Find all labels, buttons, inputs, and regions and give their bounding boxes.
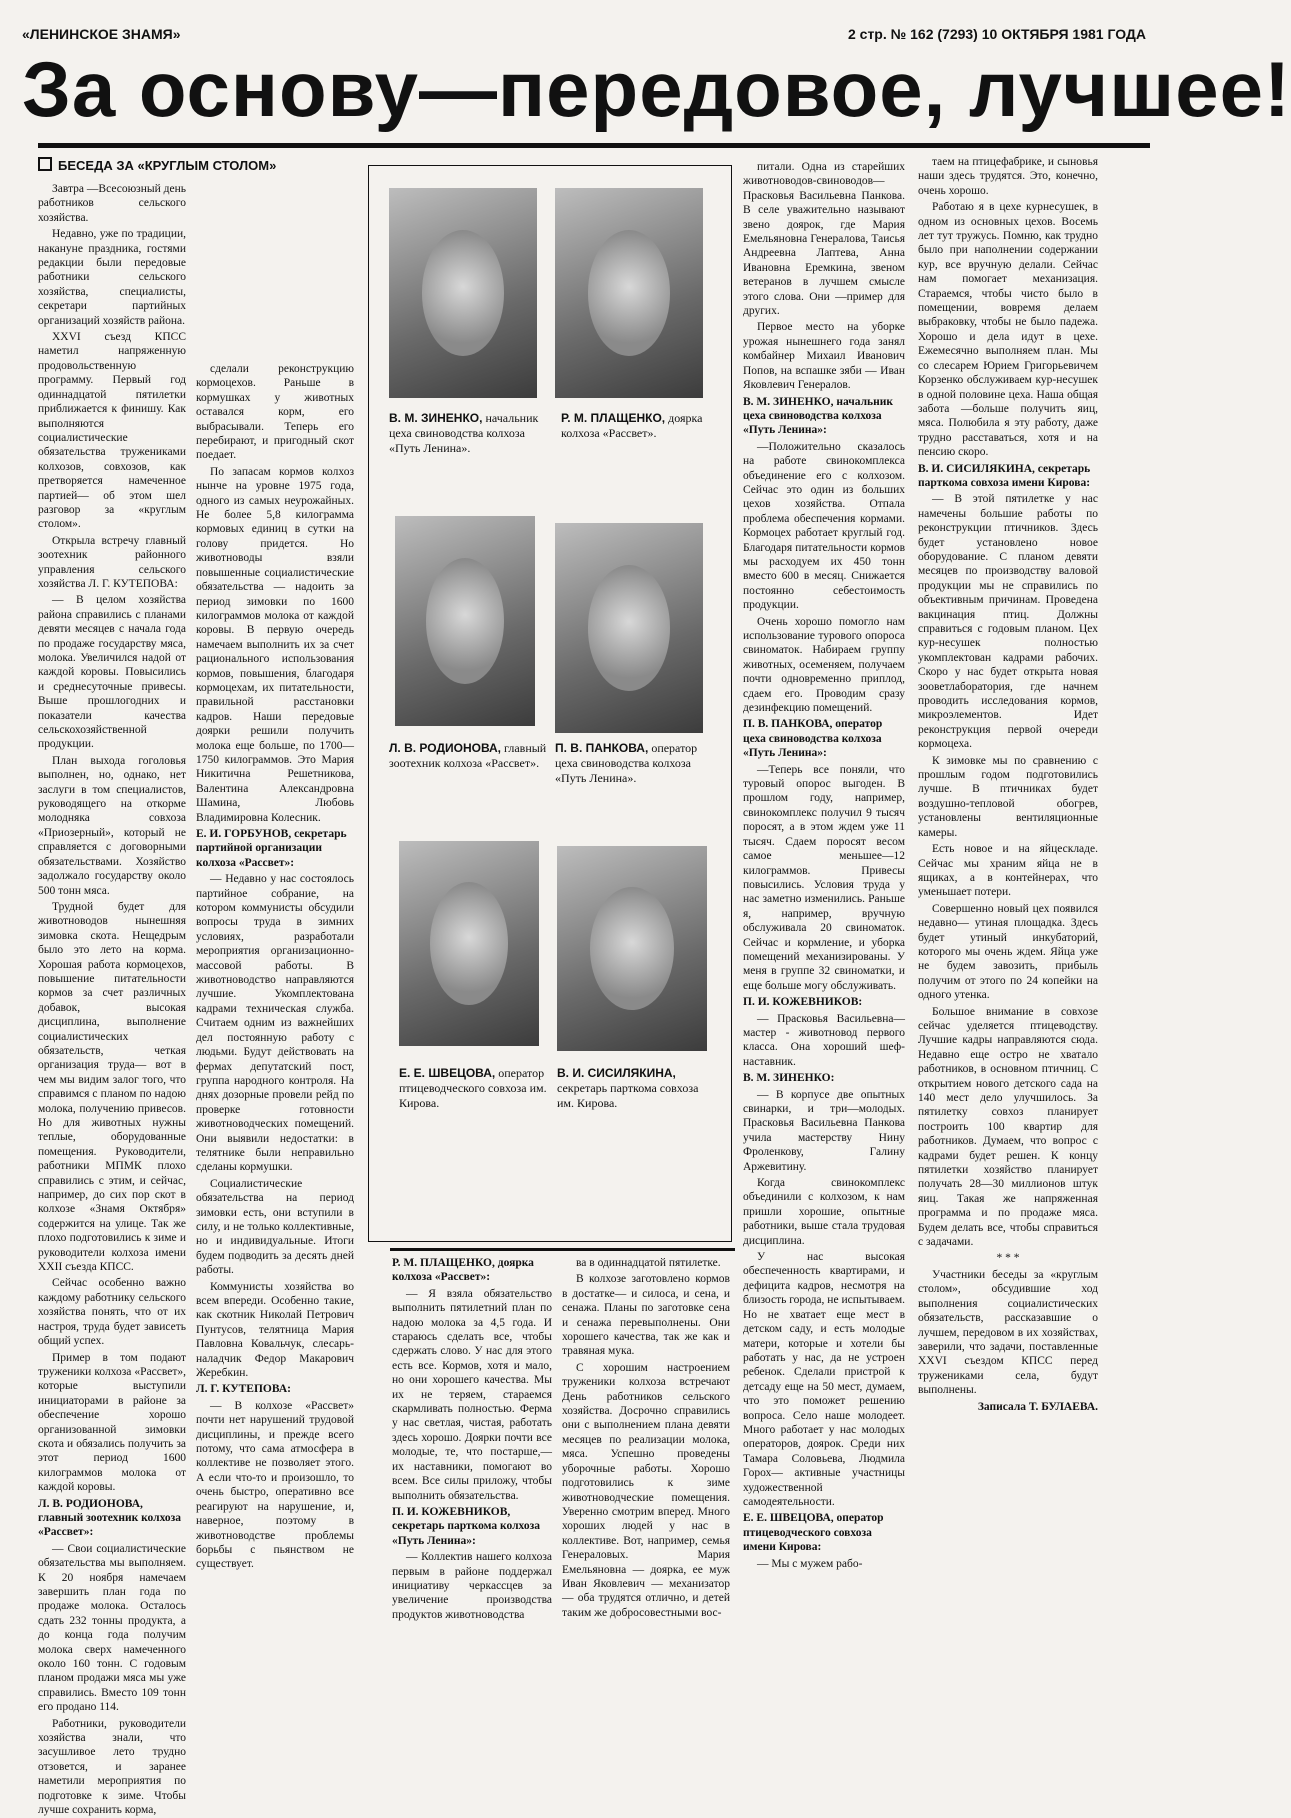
caption-text: оператор цеха свиноводства колхоза «Путь Ленина». [555,741,698,785]
paragraph: — Мы с мужем рабо- [757,1557,863,1570]
paragraph: По запасам кормов колхоз нынче на уровне 1975 года, одного из самых неурожайных. Не более 5,8 килограмма кормовых единиц в сутки на голову придется. Но животноводы взяли повышенные социалистические обязательства — надоить за период зимовки по 1600 килограммов молока от каждой коровы. В первую очередь намечаем выполнить их за счет рационального использования кормов, повышения, благодаря кормоцехам, их питательности, правильной расстановки кадров. Наши передовые доярки решили получить молока еще больше, по 1700—1750 килограммов. Это Мария Никитична Решетникова, Валентина Александровна Шамина, Любовь Владимировна Колесник. [196,465,354,824]
column-4-bottom [562,1256,730,1694]
paragraph: Большое внимание в совхозе сейчас уделяется птицеводству. Лучшие кадры направляются сюда. Недавно еще остро не хватало работников, в основном птичниц. С открытием нового детского сада на 140 мест дело улучшилось. За пятилетку совхоз планирует построить 100 квартир для работников. Думаем, что вопрос с кадрами будет решен. К концу пятилетки хозяйство планирует получать 28—30 миллионов штук яиц. Такая же напряженная программа и по продаже мяса. Будем делать все, чтобы справиться с задачами. [918,1005,1098,1249]
paragraph: — В корпусе две опытных свинарки, и три—молодых. Прасковья Васильевна Панкова учила мастерству Нину Фроленкову, Галину Аржевитину. [743,1088,905,1173]
issue-info: 2 стр. № 162 (7293) 10 ОКТЯБРЯ 1981 ГОДА [847,26,1146,42]
photo-caption [561,411,711,441]
paragraph: Коммунисты хозяйства во всем впереди. Особенно такие, как скотник Николай Петрович Пунтусов, телятница Мария Павловна Ковальчук, слесарь-наладчик Федор Макарович Жеребкин. [196,1280,354,1380]
paragraph: — Прасковья Васильевна— мастер - животновод первого класса. Она хороший шеф-наставник. [743,1012,905,1068]
paragraph: В колхозе заготовлено кормов в достатке— и силоса, и сена, и сенажа. Планы по заготовке сена и сенажа перевыполнены. Они хорошего качества, так же как и травяная мука. [562,1273,730,1358]
column-6 [918,155,1098,1694]
caption-name: Л. В. РОДИОНОВА, [389,741,502,755]
paragraph: У нас высокая обеспеченность квартирами, и дефицита кадров, несмотря на близость города, не испытываем. Но не хватает еще мест в детском саду, и есть молодые матери, которые и хотели бы работать у нас, да не устроен ребенок. Сделали пристрой к детсаду еще на 50 мест, думаем, что это поможет решению вопроса. Село наше молодеет. Много работает у нас молодых операторов, доярок. Среди них Тамара Соловьева, Людмила Горох— активные участницы художественной самодеятельности. [743,1251,905,1508]
caption-text: оператор птицеводческого совхоза им. Кирова. [399,1066,547,1110]
speaker-signature: П. В. ПАНКОВА, оператор цеха свиноводства колхоза «Путь Ленина»: [743,718,883,760]
speaker-signature: В. И. СИСИЛЯКИНА, секретарь парткома совхоза имени Кирова: [918,462,1091,489]
speaker-signature: П. И. КОЖЕВНИКОВ, секретарь парткома колхоза «Путь Ленина»: [392,1505,540,1547]
portrait-photo [555,188,703,398]
paragraph: Очень хорошо помогло нам использование турового опороса свиноматок. Набираем группу животных, осеменяем, получаем почти одновременно приплод, сдаем его. Проводим сразу дезинфекцию помещений. [743,615,905,715]
paragraph: —Теперь все поняли, что туровый опорос выгоден. В прошлом году, например, свинокомплекс получил 9 тысяч поросят, а в этом ждем уже 11 тысяч. Сдаем поросят весом самое меньшее—12 килограммов. Привесы повысились. Условия труда у нас заметно изменились. Раньше я, например, вручную обслуживала 20 свиноматок. Сейчас и кормление, и уборка помещений механизированы. У меня в группе 32 свиноматки, и еще больше могу обслуживать. [743,763,905,992]
author-signature: Записала Т. БУЛАЕВА. [977,1400,1098,1413]
paragraph: — Недавно у нас состоялось партийное собрание, на котором коммунисты обсудили вопросы труда в зимних условиях, разработали мероприятия организационно-массовой работы. В животноводство направляются лучшие. Укомплектована кадрами техническая служба. Считаем одним из важнейших дел постоянную работу с людьми. Будут действовать на фермах депутатский пост, группа народного контроля. На днях дозорные провели рейд по проверке готовности животноводческих помещений. Они выявили недостатки: в телятнике были неправильно сделаны кормушки. [196,873,354,1174]
paragraph: — Свои социалистические обязательства мы выполняем. К 20 ноября намечаем завершить план года по продаже молока. Осталось сдать 232 тонны продукта, а до конца года получим молока сверх намеченного около 160 тонн. С годовым планом продажи мяса мы уже справились. Вместо 109 тонн его продано 114. [38,1542,186,1714]
paragraph: ва в одиннадцатой пятилетке. [576,1257,721,1269]
photo-caption [555,741,710,786]
paragraph: С хорошим настроением труженики колхоза встречают День работников сельского хозяйства. Досрочно справились они с выполнением плана девяти месяцев по реализации молока, мяса. Успешно проведены уборочные работы. Хорошо подготовились к зиме животноводческие помещения. Уверенно смотрим вперед. Много хороших людей у нас в коллективе. Вот, например, семья Генераловых. Мария Емельяновна — доярка, ее муж Иван Яковлевич — механизатор — оба трудятся отлично, и детей таким же добросовестными вос- [562,1361,730,1619]
speaker-signature: В. М. ЗИНЕНКО: [743,1072,835,1085]
newspaper-name: «ЛЕНИНСКОЕ ЗНАМЯ» [22,26,181,42]
portrait-photo [395,516,535,726]
caption-name: В. И. СИСИЛЯКИНА, [557,1066,676,1080]
section-title: БЕСЕДА ЗА «КРУГЛЫМ СТОЛОМ» [58,158,277,173]
caption-text: начальник цеха свиноводства колхоза «Путь Ленина». [389,411,539,455]
photo-caption [557,1066,712,1111]
paragraph: — Я взяла обязательство выполнить пятилетний план по надою молока за 4,5 года. И стараюсь сделать все, чтобы сдержать слово. У нас для этого есть все. Кормов, хотя и мало, но они хорошего качества. Мы их не теряем, стараемся скармливать полностью. Ферма у нас светлая, чистая, работать здесь хорошо. Доярки почти все молодые, те, что постарше,— их наставники, помогают во всем. Все силы приложу, чтобы выполнить обязательства. [392,1287,552,1502]
paragraph: Сейчас особенно важно каждому работнику сельского хозяйства понять, что от их настроя, труда будет зависеть общий успех. [38,1277,186,1348]
separator-stars: * * * [996,1252,1020,1265]
speaker-signature: Е. Е. ШВЕЦОВА, оператор птицеводческого совхоза имени Кирова: [743,1512,884,1554]
paragraph: Участники беседы за «круглым столом», обсудившие ход выполнения социалистических обязательств, рассказавшие о лучшем, передовом в их хозяйствах, заверили, что задачи, поставленные XXVI съездом КПСС перед тружениками села, будут выполнены. [918,1268,1098,1397]
portrait-photo [557,846,707,1051]
paragraph: —Положительно сказалось на работе свинокомплекса объединение его с колхозом. Сейчас это один из больших цехов хозяйства. Отпала проблема обеспечения кормами. Кормоцех работает круглый год. Благодаря питательности кормов мы расходуем их 450 тонн вместо 600 в месяц. Снижается постоянно себестоимость продукции. [743,440,905,612]
portrait-photo [555,523,703,733]
speaker-signature: П. И. КОЖЕВНИКОВ: [743,996,863,1009]
paragraph: Завтра —Всесоюзный день работников сельского хозяйства. [38,183,186,224]
speaker-signature: Л. В. РОДИОНОВА, главный зоотехник колхоза «Рассвет»: [38,1497,182,1539]
portrait-photo [399,841,539,1046]
square-icon [38,157,52,171]
paragraph: — В целом хозяйства района справились с планами девяти месяцев с начала года по продаже государству мяса, молока. Увеличился надой от каждой коровы. Повысились и среднесуточные привесы. Выше прошлогодних и показатели качества сельскохозяйственной продукции. [38,594,186,751]
paragraph: Когда свинокомплекс объединили с колхозом, к нам пришли хорошие, опытные работники, выше стала трудовая дисциплина. [743,1177,905,1247]
caption-name: Р. М. ПЛАЩЕНКО, [561,411,666,425]
speaker-signature: Р. М. ПЛАЩЕНКО, доярка колхоза «Рассвет»: [392,1257,534,1284]
column-1 [38,182,186,1817]
paragraph: Пример в том подают труженики колхоза «Рассвет», которые выступили инициаторами в районе за обеспечение хорошо организованной зимовки скота и обязались получить за этот период 1600 килограммов молока от каждой коровы. [38,1351,186,1494]
paragraph: питали. Одна из старейших животноводов-свиноводов— Прасковья Васильевна Панкова. В селе уважительно называют звено доярок, где Мария Емельяновна Генералова, Таисья Андреевна Лаптева, Анна Ивановна Еремкина, звеном ветеранов в лучшем смысле этого слова. Они —пример для других. [743,161,905,318]
paragraph: План выхода гоголовья выполнен, но, однако, нет заслуги в том специалистов, руководящего на откорме молодняка совхоза «Приозерный», который не справляется с договорными обязательствами. Хозяйство задолжало государству около 500 тонн мяса. [38,754,186,897]
caption-name: П. В. ПАНКОВА, [555,741,649,755]
column-2 [196,362,354,1694]
caption-text: секретарь парткома совхоза им. Кирова. [557,1081,699,1110]
paragraph: К зимовке мы по сравнению с прошлым годом подготовились лучше. В птичниках будет воздушно-тепловой обогрев, установлены вентиляционные камеры. [918,754,1098,839]
paragraph: — Коллектив нашего колхоза первым в районе поддержал инициативу черкассцев за увеличение производства продуктов животноводства [392,1551,552,1621]
photo-caption [389,741,554,771]
paragraph: XXVI съезд КПСС наметил напряженную продовольственную программу. Первый год одиннадцатой пятилетки приближается к финишу. Как выполняются социалистические обязательства тружениками колхозов, совхозов, как претворяется намеченное партией— об этом шел разговор за «круглым столом». [38,331,186,531]
headline-rule [38,143,1150,148]
masthead [22,26,1146,42]
speaker-signature: Е. И. ГОРБУНОВ, секретарь партийной организации колхоза «Рассвет»: [196,828,347,869]
paragraph: Социалистические обязательства на период зимовки есть, они вступили в силу, и не только коллективные, но и индивидуальные. Итоги будем подводить за десять дней работы. [196,1177,354,1277]
paragraph: Недавно, уже по традиции, накануне праздника, гостями редакции были передовые работники сельского хозяйства, специалисты, секретари партийных организаций хозяйств района. [38,228,186,327]
paragraph: Трудной будет для животноводов нынешняя зимовка скота. Нещедрым было это лето на корма. Хорошая работа кормоцехов, повышение питательности кормов за счет различных добавок, высокая дисциплина, выполнение социалистических обязательств, четкая организация труда— вот в чем мы видим залог того, что справимся с планом по надою молока, получению привесов. Но для животных нужны теплые, оборудованные помещения. Руководители, работники МПМК плохо справились с этим, и сейчас, например, до сих пор скот в колхозе «Знамя Октября» содержится на улице. Так же плохо подготовились к зиме и руководители колхоза имени XXII съезда КПСС. [38,900,186,1274]
column-5 [743,160,905,1694]
paragraph: — В этой пятилетке у нас намечены большие работы по реконструкции птичников. Здесь будет установлено новое оборудование. С планом девяти месяцев по производству валовой продукции мы не справились по объективным причинам. Проведена вакцинация птиц. Должны справиться с годовым планом. Цех кур-несушек полностью укомплектован кадрами рабочих. Скоро у нас будет открыта новая зооветлаборатория, где начнем проводить исследования кормов, микроэлементов. Идет реконструкция первой очереди кормоцеха. [918,493,1098,751]
caption-name: В. М. ЗИНЕНКО, [389,411,483,425]
photo-caption [399,1066,549,1111]
photo-caption [389,411,549,456]
headline: За основу—передовое, лучшее! [22,45,1291,133]
paragraph: Работаю я в цехе курнесушек, в одном из основных цехов. Восемь лет тут тружусь. Помню, как трудно было при наполнении содержании кур, все вручную делали. Сейчас нам помогает механизация. Стараемся, чтобы чисто было в помещении, вовремя делаем выбраковку, чтобы не было падежа. Хорошо и дела идут в цехе. Ежемесячно выполняем план. Мы со слесарем Юрием Григорьевичем Корзенко обслуживаем кур-несушек в одной половине цеха. Наша общая забота —больше получить яиц, мяса. Полюбила я эту работу, даже трудно расставаться, хотя и на пенсию скоро. [918,201,1098,459]
speaker-signature: Л. Г. КУТЕПОВА: [196,1383,291,1396]
paragraph: Первое место на уборке урожая нынешнего года занял комбайнер Михаил Иванович Попов, на вспашке зяби — Иван Яковлевич Генералов. [743,321,905,392]
photo-panel [368,165,732,1242]
speaker-signature: В. М. ЗИНЕНКО, начальник цеха свиноводства колхоза «Путь Ленина»: [743,395,894,437]
caption-name: Е. Е. ШВЕЦОВА, [399,1066,496,1080]
paragraph: Есть новое и на яйцескладе. Сейчас мы храним яйца не в ящиках, а в контейнерах, что уменьшает потери. [918,843,1098,899]
caption-text: доярка колхоза «Рассвет». [561,411,703,440]
portrait-photo [389,188,537,398]
paragraph: — В колхозе «Рассвет» почти нет нарушений трудовой дисциплины, и прежде всего потому, что сама атмосфера в коллективе не позволяет этого. А если что-то и произошло, то очень быстро, оперативно все реагируют на нарушение, и, наверное, поэтому в животноводстве проблемы борьбы с пьянством не существует. [196,1399,354,1571]
paragraph: Работники, руководители хозяйства знали, что засушливое лето трудно отзовется, и заранее наметили мероприятия по подготовке к зиме. Чтобы лучше сохранить корма, [38,1717,186,1817]
paragraph: Совершенно новый цех появился недавно— утиная площадка. Здесь будет утиный инкубаторий, которого мы очень ждем. Яйца уже не будем завозить, прибыль получим от этого по 24 копейки на одного утенка. [918,902,1098,1002]
paragraph: Открыла встречу главный зоотехник районного управления сельского хозяйства Л. Г. КУТЕПОВА: [38,534,186,590]
divider [390,1248,735,1251]
column-3-bottom [392,1256,552,1694]
caption-text: главный зоотехник колхоза «Рассвет». [389,741,547,770]
paragraph: таем на птицефабрике, и сыновья наши здесь трудятся. Это, конечно, очень хорошо. [918,156,1098,197]
paragraph: сделали реконструкцию кормоцехов. Раньше в кормушках у животных оставался корм, его выбрасывали. Теперь его перебирают, и пригодный скот поедает. [196,363,354,462]
section-label [38,157,348,173]
